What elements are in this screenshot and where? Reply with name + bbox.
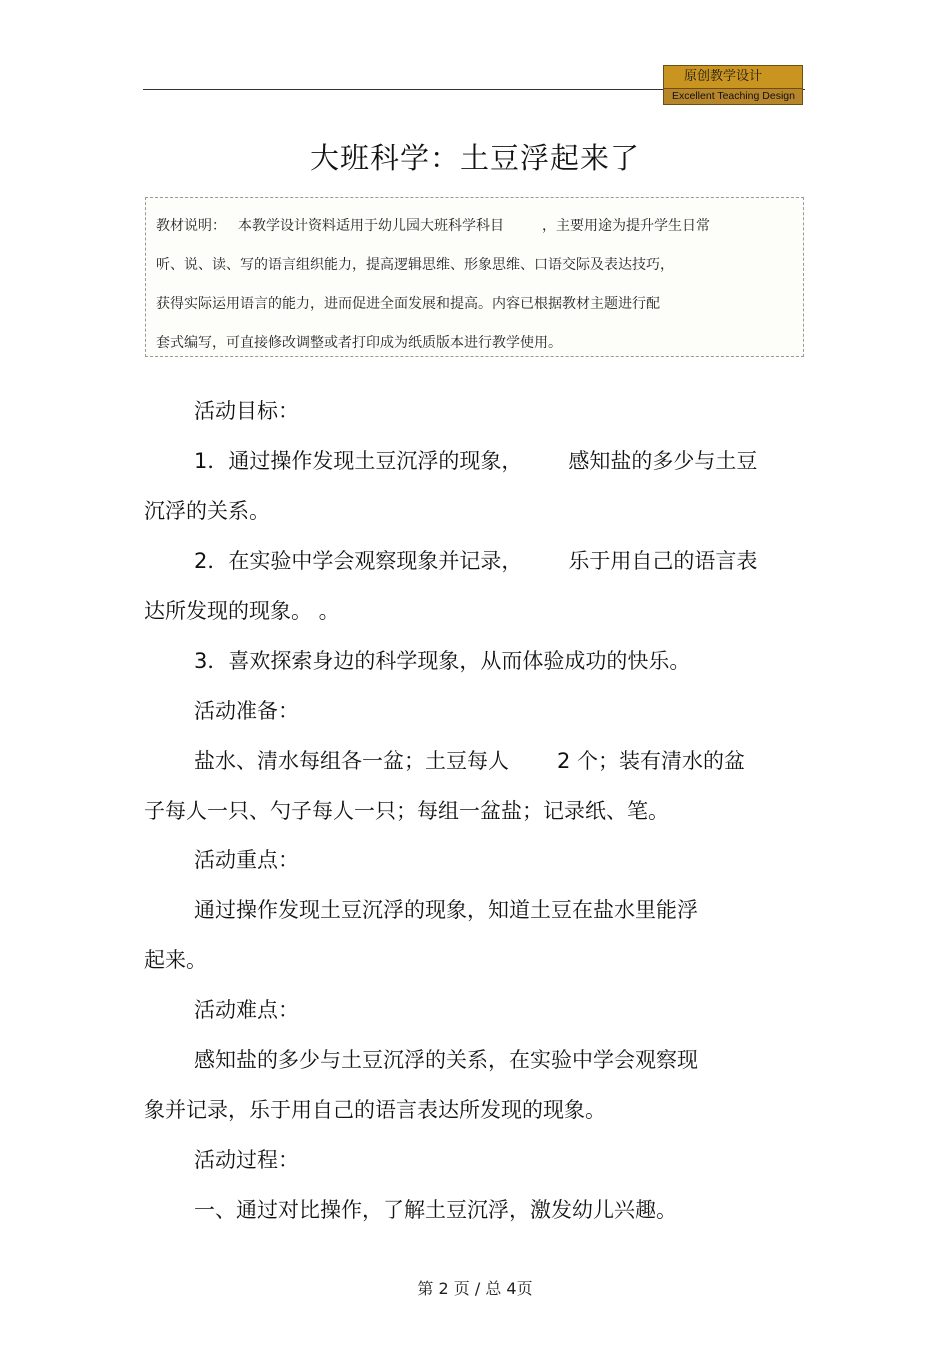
goal-1-line-1 [194, 446, 757, 476]
difficulty-heading: 活动难点： [194, 998, 299, 1022]
goals-heading: 活动目标： [194, 399, 299, 423]
material-description-box [145, 197, 804, 357]
info-text-1b: ，主要用途为提升学生日常 [542, 218, 710, 234]
page-title: 大班科学：土豆浮起来了 [309, 141, 640, 175]
prep-line-1 [194, 746, 745, 776]
teaching-design-badge [663, 65, 803, 105]
prep-part-b: 2 个；装有清水的盆 [557, 749, 746, 773]
info-line-3: 获得实际运用语言的能力，进而促进全面发展和提高。内容已根据教材主题进行配 [156, 296, 660, 312]
info-line-4: 套式编写，可直接修改调整或者打印成为纸质版本进行教学使用。 [156, 335, 562, 351]
badge-chinese-label: 原创教学设计 [663, 65, 803, 89]
goal-1-line-2: 沉浮的关系。 [144, 499, 270, 523]
prep-part-a: 盐水、清水每组各一盆；土豆每人 [194, 749, 509, 773]
page-number: 第 2 页 / 总 4页 [417, 1279, 533, 1298]
info-text-1a: 本教学设计资料适用于幼儿园大班科学科目 [238, 218, 504, 234]
info-line-1 [156, 207, 795, 246]
goal-1-part-b: 感知盐的多少与土豆 [568, 449, 758, 473]
process-step-1: 一、通过对比操作，了解土豆沉浮，激发幼儿兴趣。 [194, 1198, 677, 1222]
info-line-2: 听、说、读、写的语言组织能力，提高逻辑思维、形象思维、口语交际及表达技巧， [156, 257, 674, 273]
badge-english-label: Excellent Teaching Design [663, 89, 803, 105]
prep-line-2: 子每人一只、勺子每人一只；每组一盆盐；记录纸、笔。 [144, 799, 669, 823]
key-line-2: 起来。 [144, 948, 207, 972]
prep-heading: 活动准备： [194, 699, 299, 723]
key-heading: 活动重点： [194, 848, 299, 872]
goal-2-line-2: 达所发现的现象。 。 [144, 599, 340, 623]
goal-2-part-b: 乐于用自己的语言表 [568, 549, 758, 573]
goal-1-part-a: 1．通过操作发现土豆沉浮的现象， [194, 449, 523, 473]
goal-2-line-1 [194, 546, 757, 576]
difficulty-line-2: 象并记录，乐于用自己的语言表达所发现的现象。 [144, 1098, 606, 1122]
key-line-1: 通过操作发现土豆沉浮的现象，知道土豆在盐水里能浮 [194, 898, 698, 922]
process-heading: 活动过程： [194, 1148, 299, 1172]
difficulty-line-1: 感知盐的多少与土豆沉浮的关系，在实验中学会观察现 [194, 1048, 698, 1072]
info-label: 教材说明： [156, 218, 226, 234]
goal-3: 3．喜欢探索身边的科学现象，从而体验成功的快乐。 [194, 649, 691, 673]
goal-2-part-a: 2．在实验中学会观察现象并记录， [194, 549, 523, 573]
